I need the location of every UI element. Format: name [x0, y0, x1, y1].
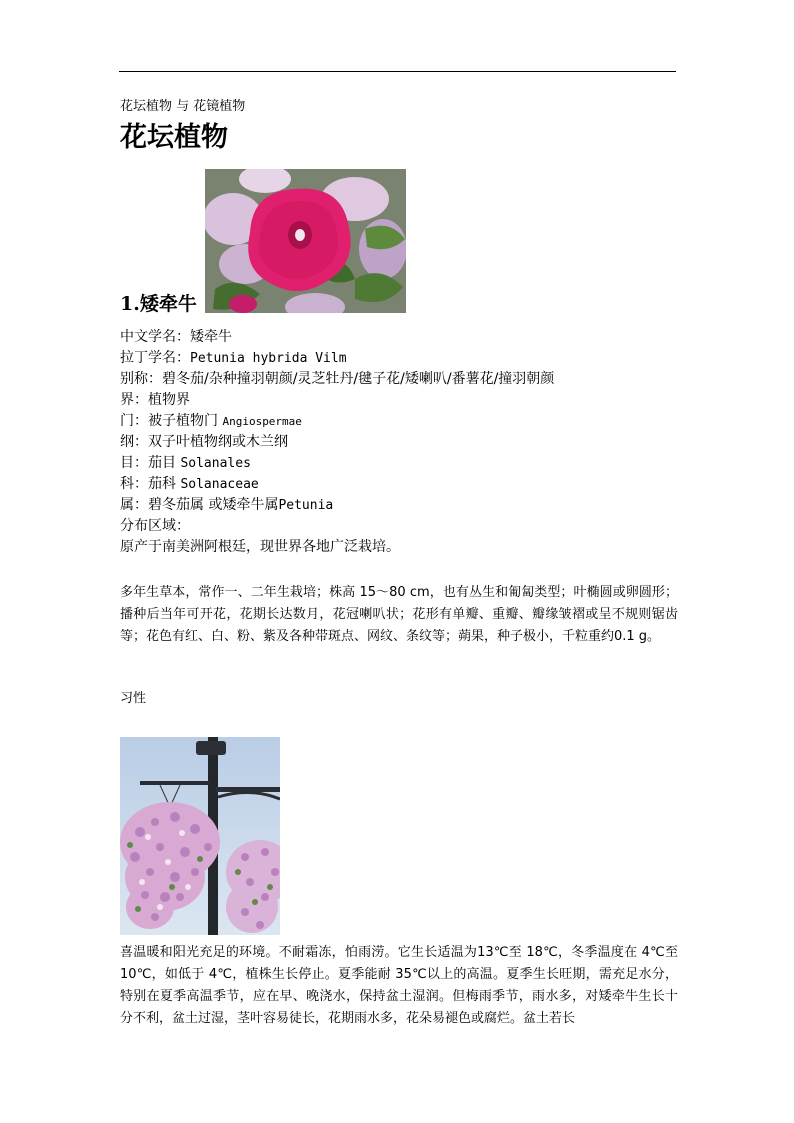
fact-label: 拉丁学名： [120, 350, 190, 366]
fact-value: Angiospermae [222, 415, 302, 428]
fact-label: 别称： [120, 371, 162, 387]
fact-value: Solanaceae [180, 477, 259, 492]
fact-value: 矮牵牛 [190, 329, 232, 345]
fact-label: 门：被子植物门 [120, 413, 223, 429]
fact-value: 碧冬茄/杂种撞羽朝颜/灵芝牡丹/毽子花/矮喇叭/番薯花/撞羽朝颜 [162, 371, 555, 387]
fact-value: Petunia [278, 498, 334, 513]
fact-class [120, 432, 680, 453]
description-paragraph: 多年生草本，常作一、二年生栽培；株高 15～80 cm，也有丛生和匍匐类型；叶椭圆或卵圆形；播种后当年可开花，花期长达数月，花冠喇叭状；花形有单瓣、重瓣、瓣缘皱褶或呈不规则锯齿等；花色有红、白、粉、紫及各种带斑点、网纹、条纹等；蒴果，种子极小，千粒重约0.1 g。 [120, 585, 678, 644]
fact-label: 目：茄目 [120, 455, 181, 471]
fact-aliases [120, 369, 680, 390]
fact-chinese-name [120, 327, 680, 348]
fact-kingdom [120, 390, 680, 411]
fact-order [120, 453, 680, 474]
fact-label: 原产于南美洲阿根廷，现世界各地广泛栽培。 [120, 539, 400, 555]
hanging-basket-photo [120, 737, 280, 935]
fact-family [120, 474, 680, 495]
fact-distribution-text [120, 537, 680, 558]
fact-label: 属：碧冬茄属 或矮牵牛属 [120, 497, 279, 513]
fact-label: 科：茄科 [120, 476, 181, 492]
fact-division [120, 411, 680, 432]
running-header: 花坛植物 与 花镜植物 [120, 99, 246, 114]
fact-value: 双子叶植物纲或木兰纲 [148, 434, 288, 450]
petunia-closeup-photo [205, 169, 406, 313]
hanging-basket-illustration [120, 737, 280, 935]
habit-heading: 习性 [120, 691, 147, 706]
habit-paragraph: 喜温暖和阳光充足的环境。不耐霜冻，怕雨涝。它生长适温为13℃至 18℃，冬季温度在 4℃至 10℃，如低于 4℃，植株生长停止。夏季能耐 35℃以上的高温。夏季生长旺期，需充足水分，特别在夏季高温季节，应在早、晚浇水，保持盆土湿润。但梅雨季节，雨水多，对矮牵牛生长十分不利，盆土过湿，茎叶容易徒长，花期雨水多，花朵易褪色或腐烂。盆土若长 [120, 945, 678, 1026]
fact-genus [120, 495, 680, 516]
petunia-closeup-illustration [205, 169, 406, 313]
fact-label: 纲： [120, 434, 148, 450]
fact-value: Petunia hybrida Vilm [190, 351, 347, 366]
fact-label: 分布区域： [120, 518, 190, 534]
section-heading: 1.矮牵牛 [120, 293, 197, 315]
fact-latin-name [120, 348, 680, 369]
fact-value: 植物界 [148, 392, 190, 408]
fact-distribution-label [120, 516, 680, 537]
page-title: 花坛植物 [120, 122, 228, 153]
fact-value: Solanales [180, 456, 251, 471]
fact-label: 中文学名： [120, 329, 190, 345]
fact-label: 界： [120, 392, 148, 408]
fact-list [120, 327, 680, 558]
header-rule [119, 71, 676, 72]
